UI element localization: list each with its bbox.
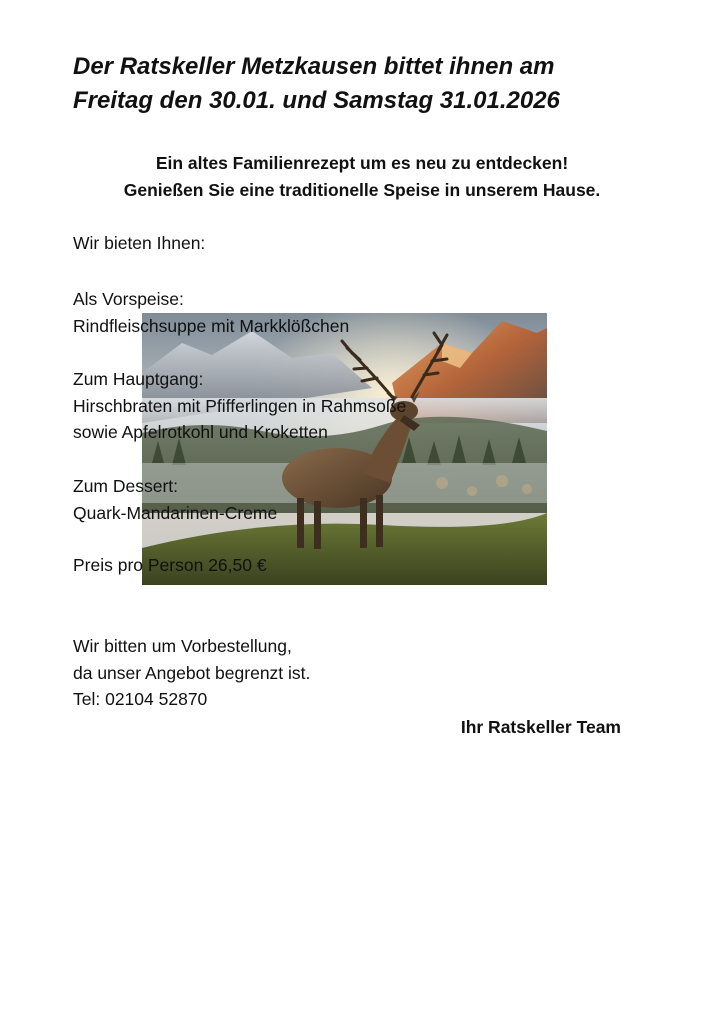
main-course-dish-line-1: Hirschbraten mit Pfifferlingen in Rahmsoße [73, 395, 407, 416]
headline-line-1: Der Ratskeller Metzkausen bittet ihnen am [73, 53, 555, 80]
dessert-dish: Quark-Mandarinen-Creme [73, 502, 278, 523]
signature: Ihr Ratskeller Team [460, 717, 621, 737]
headline [73, 50, 693, 118]
starter-dish: Rindfleischsuppe mit Markklößchen [73, 315, 350, 336]
dessert-section [73, 473, 277, 526]
starter-label: Als Vorspeise: [73, 289, 184, 309]
preorder-note-line-1: Wir bitten um Vorbestellung, [73, 636, 292, 656]
main-course-dish-line-2: sowie Apfelrotkohl und Kroketten [73, 422, 328, 442]
deer-landscape-image [142, 313, 547, 585]
deer-photo [142, 313, 547, 585]
subheadline [40, 150, 684, 204]
phone-number: Tel: 02104 52870 [73, 689, 208, 709]
starter-section [73, 286, 349, 339]
price-section [73, 552, 267, 579]
main-course-section [73, 366, 406, 446]
subheadline-line-1: Ein altes Familienrezept um es neu zu entdecken! [155, 153, 569, 173]
menu-intro [73, 230, 205, 257]
preorder-note-line-2: da unser Angebot begrenzt ist. [73, 662, 311, 683]
dessert-label: Zum Dessert: [73, 476, 179, 496]
price-text: Preis pro Person 26,50 € [73, 555, 267, 575]
main-course-label: Zum Hauptgang: [73, 369, 204, 389]
contact-section [73, 633, 310, 713]
menu-intro-text: Wir bieten Ihnen: [73, 233, 206, 253]
headline-line-2: Freitag den 30.01. und Samstag 31.01.2026 [73, 87, 560, 114]
subheadline-line-2: Genießen Sie eine traditionelle Speise in unserem Hause. [123, 180, 601, 200]
